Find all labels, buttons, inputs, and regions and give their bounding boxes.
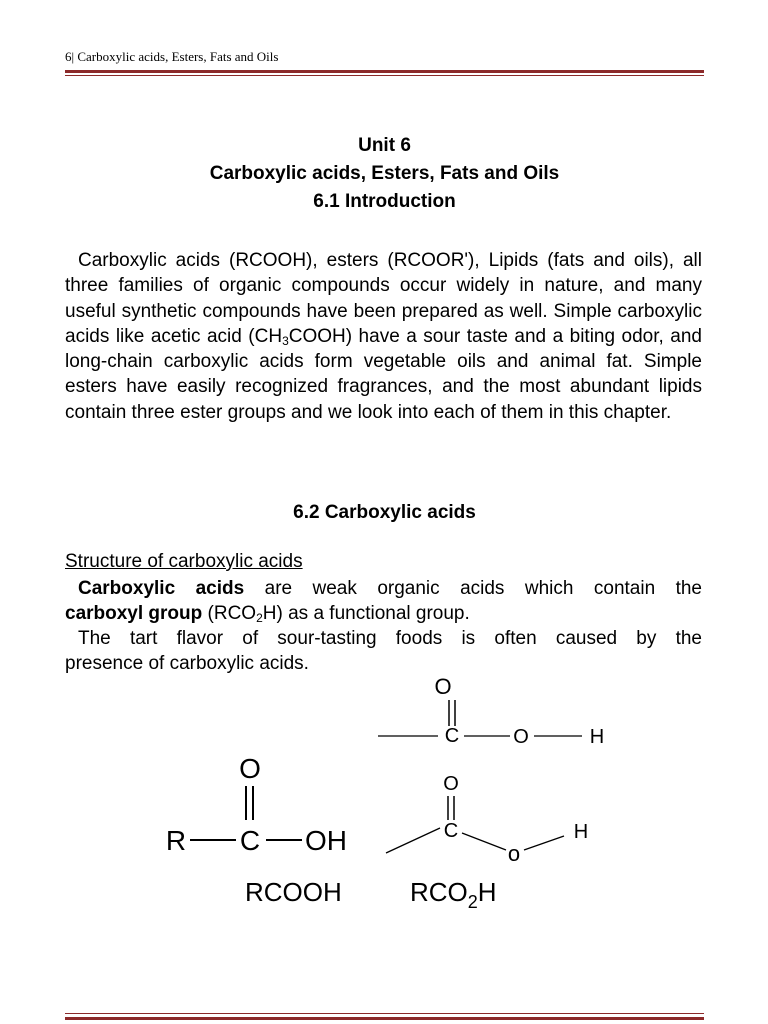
left-carbon-label: C	[239, 825, 261, 856]
rcooh-label: RCOOH	[245, 877, 342, 907]
footer-rule-thick	[65, 1017, 704, 1020]
right-oxygen-label: O	[443, 773, 459, 795]
header-rule-thin	[65, 75, 704, 76]
flavor-line-1: The tart flavor of sour-tasting foods is often caused by the	[78, 628, 702, 649]
top-carbon-label: C	[444, 725, 460, 747]
footer-rule-thin	[65, 1013, 704, 1014]
intro-paragraph: Carboxylic acids (RCOOH), esters (RCOOR'), Lipids (fats and oils), all three families of organic compounds occur widely in nature, and many useful synthetic compounds have been prepared as well. Simple carboxylic acids like acetic acid $(CH_3COOH)$ have a sour taste and a biting odor, and long-chain carboxylic acids form vegetable oils and animal fat. Simple esters have easily recognized fragrances, and the most abundant lipids contain three ester groups and we look into each of them in this chapter.	[65, 250, 702, 423]
unit-title: Unit 6	[358, 135, 411, 156]
left-r-label: R	[165, 825, 187, 856]
left-oxygen-label: O	[239, 753, 261, 784]
right-hydrogen-label: H	[573, 821, 589, 843]
carboxyl-structure-diagram	[150, 670, 630, 920]
header-rule-thick	[65, 70, 704, 73]
right-co-bond	[462, 833, 506, 850]
definition-line-2: carboxyl group $(RCO_2H)$ as a functional group.	[65, 603, 470, 625]
right-left-bond	[386, 828, 440, 853]
section-title: 6.1 Introduction	[313, 191, 456, 212]
top-oxygen-label: O	[434, 674, 452, 699]
flavor-line-2: presence of carboxylic acids.	[65, 653, 309, 674]
chapter-title: Carboxylic acids, Esters, Fats and Oils	[209, 163, 560, 184]
top-hydrogen-label: H	[589, 726, 605, 748]
right-carbon-label: C	[443, 820, 459, 842]
left-oh-label: OH	[305, 825, 347, 856]
rco2h-label: $RCO_2H$	[410, 877, 497, 912]
definition-line-1: Carboxylic acids are weak organic acids which contain the	[78, 578, 702, 599]
right-oh-bond	[524, 836, 564, 850]
top-oxygen2-label: O	[513, 726, 529, 748]
structure-subheading: Structure of carboxylic acids	[65, 551, 303, 572]
right-oxygen2-label: o	[507, 841, 521, 866]
running-header: 6| Carboxylic acids, Esters, Fats and Oils	[65, 49, 279, 64]
section-heading-62: 6.2 Carboxylic acids	[293, 502, 476, 523]
